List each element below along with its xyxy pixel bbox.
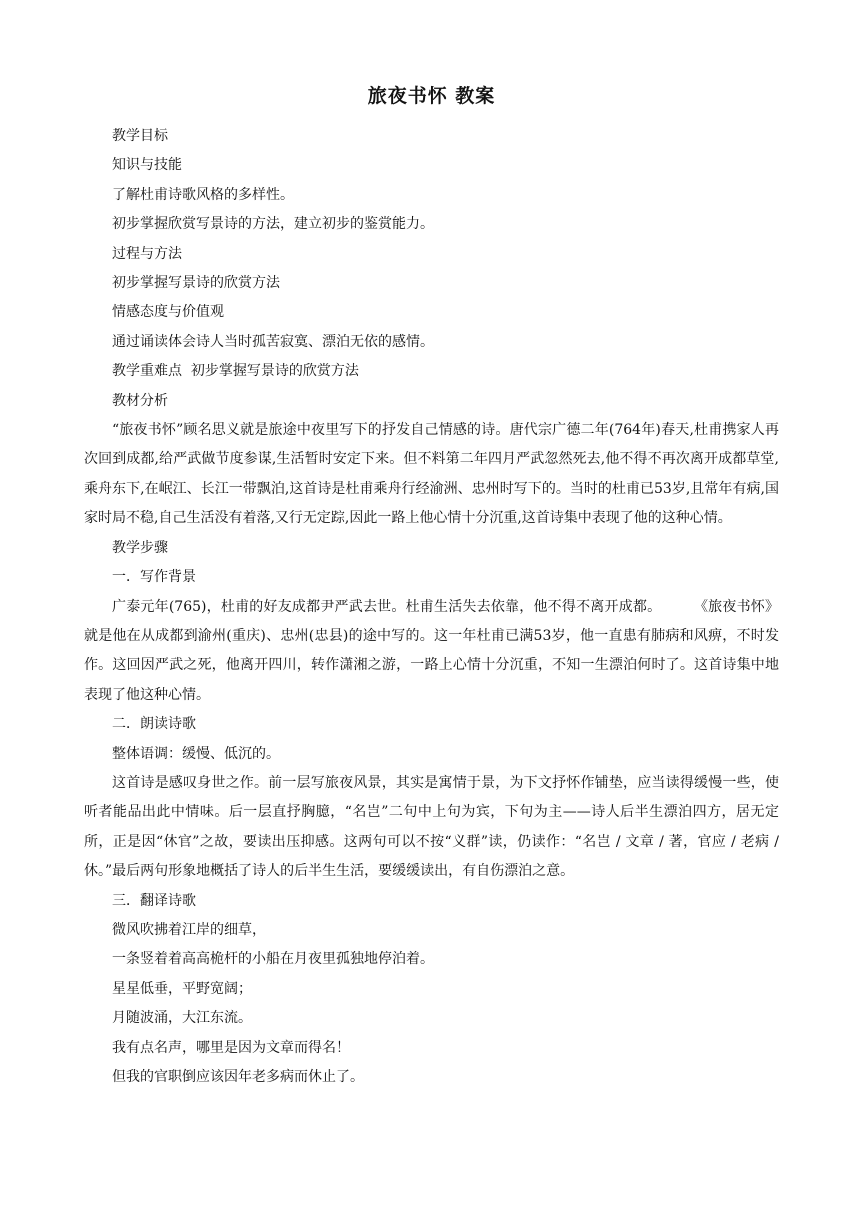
- paragraph-5: 过程与方法: [112, 245, 182, 262]
- paragraph-7: 情感态度与价值观: [112, 304, 224, 321]
- document-title: 旅夜书怀 教案: [367, 85, 496, 107]
- paragraph-2: 知识与技能: [112, 157, 182, 174]
- paragraph-1: 教学目标: [112, 128, 168, 144]
- paragraph-10: 教材分析: [112, 392, 168, 409]
- paragraph-14: 广泰元年(765)，杜甫的好友成都尹严武去世。杜甫生活失去依靠，他不得不离开成都。 《旅夜书怀》就是他在从成都到渝州(重庆)、忠州(忠县)的途中写的。这一年杜甫已满53岁，他一直患有肺病和风痹，不时发作。这回因严武之死，他离开四川，转作潇湘之游，一路上心情十分沉重，不知一生漂泊何时了。这首诗集中地表现了他这种心情。: [84, 598, 779, 703]
- paragraph-15: 二．朗读诗歌: [112, 716, 196, 733]
- paragraph-13: 一．写作背景: [112, 569, 196, 586]
- paragraph-20: 一条竖着着高高桅杆的小船在月夜里孤独地停泊着。: [112, 951, 434, 968]
- paragraph-12: 教学步骤: [112, 539, 168, 556]
- paragraph-17: 这首诗是感叹身世之作。前一层写旅夜风景，其实是寓情于景，为下文抒怀作铺垫，应当读得缓慢一些，使听者能品出此中情味。后一层直抒胸臆，“名岂”二句中上句为宾，下句为主——诗人后半生漂泊四方，居无定所，正是因“休官”之故，要读出压抑感。这两句可以不按“义群”读，仍读作：“名岂 / 文章 / 著，官应 / 老病 / 休。”最后两句形象地概括了诗人的后半生生活，要缓缓读出，有自伤漂泊之意。: [84, 774, 784, 880]
- paragraph-21: 星星低垂，平野宽阔；: [112, 980, 252, 997]
- paragraph-6: 初步掌握写景诗的欣赏方法: [112, 275, 280, 292]
- paragraph-4: 初步掌握欣赏写景诗的方法，建立初步的鉴赏能力。: [112, 216, 434, 233]
- paragraph-19: 微风吹拂着江岸的细草，: [112, 921, 266, 938]
- document-page: [84, 80, 784, 1092]
- paragraph-18: 三．翻译诗歌: [112, 892, 196, 909]
- paragraph-3: 了解杜甫诗歌风格的多样性。: [112, 186, 294, 203]
- paragraph-9: 教学重难点 初步掌握写景诗的欣赏方法: [112, 363, 359, 380]
- paragraph-8: 通过诵读体会诗人当时孤苦寂寞、漂泊无依的感情。: [112, 333, 434, 350]
- paragraph-23: 我有点名声，哪里是因为文章而得名！: [112, 1039, 350, 1056]
- paragraph-22: 月随波涌，大江东流。: [112, 1010, 252, 1027]
- paragraph-24: 但我的官职倒应该因年老多病而休止了。: [112, 1069, 364, 1085]
- paragraph-11: “旅夜书怀”顾名思义就是旅途中夜里写下的抒发自己情感的诗。唐代宗广德二年(764年)春天,杜甫携家人再次回到成都,给严武做节度参谋,生活暂时安定下来。但不料第二年四月严武忽然死去,他不得不再次离开成都草堂,乘舟东下,在岷江、长江一带飘泊,这首诗是杜甫乘舟行经渝洲、忠州时写下的。当时的杜甫已53岁,且常年有病,国家时局不稳,自己生活没有着落,又行无定踪,因此一路上他心情十分沉重,这首诗集中表现了他的这种心情。: [84, 422, 779, 527]
- paragraph-16: 整体语调：缓慢、低沉的。: [112, 745, 280, 762]
